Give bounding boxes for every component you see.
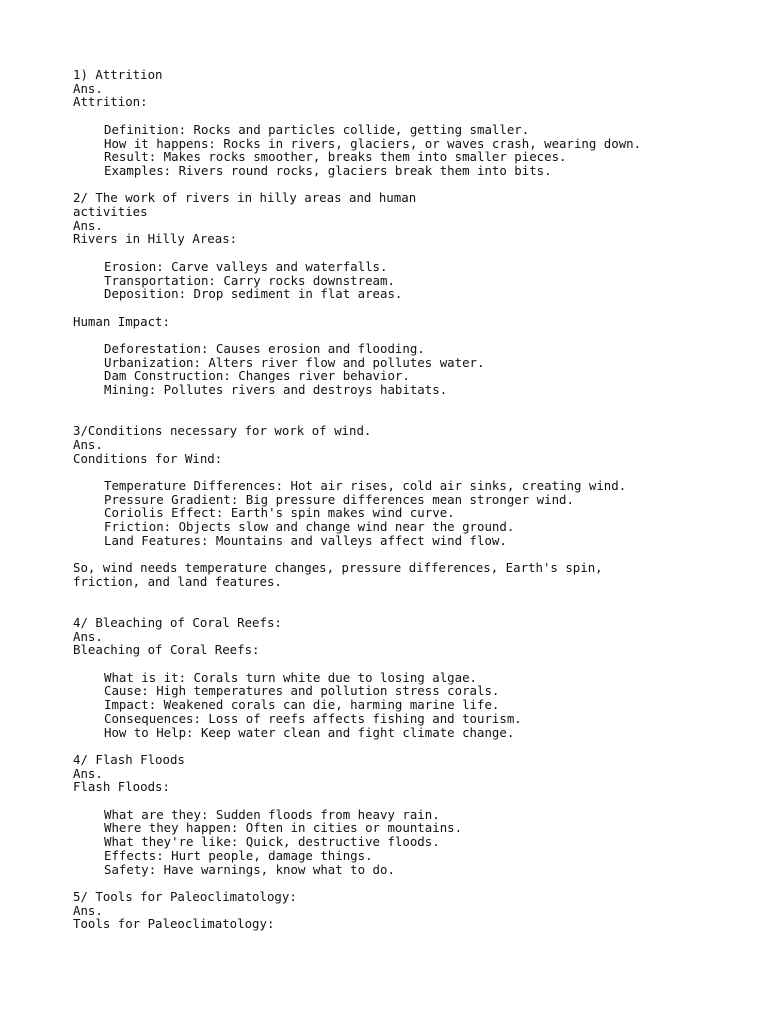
document-page (73, 68, 753, 931)
answer-label: Ans. (73, 436, 103, 452)
summary-text: friction, and land features. (73, 573, 282, 589)
section-heading: activities (73, 204, 148, 219)
list-item: Where they happen: Often in cities or mountains. (104, 820, 463, 836)
list-item: What is it: Corals turn white due to losing algae. (104, 669, 477, 685)
list-item: Cause: High temperatures and pollution stress corals. (104, 683, 500, 699)
block-title: Human Impact: (73, 313, 170, 329)
list-item: Coriolis Effect: Earth's spin makes wind curve. (104, 505, 455, 521)
list-item: Urbanization: Alters river flow and pollutes water. (104, 354, 485, 370)
answer-label: Ans. (73, 80, 103, 96)
block-title: Conditions for Wind: (73, 450, 223, 466)
section-conditions-wind (73, 424, 753, 588)
list-item: Deposition: Drop sediment in flat areas. (104, 286, 403, 302)
list-item: Consequences: Loss of reefs affects fishing and tourism. (104, 710, 522, 726)
section-attrition (73, 68, 753, 178)
block-title: Tools for Paleoclimatology: (73, 916, 275, 932)
section-rivers-hilly-areas (73, 191, 753, 397)
list-item: Result: Makes rocks smoother, breaks them into smaller pieces. (104, 149, 567, 165)
section-coral-bleaching (73, 616, 753, 739)
section-heading: 4/ Flash Floods (73, 751, 185, 767)
section-heading: 1) Attrition (73, 67, 163, 82)
answer-label: Ans. (73, 217, 103, 233)
section-paleoclimatology-tools (73, 890, 753, 931)
list-item: How to Help: Keep water clean and fight climate change. (104, 724, 515, 740)
list-item: Definition: Rocks and particles collide, getting smaller. (104, 121, 530, 137)
list-item: Dam Construction: Changes river behavior. (104, 368, 410, 384)
block-title: Attrition: (73, 94, 148, 110)
list-item: Safety: Have warnings, know what to do. (104, 861, 395, 877)
block-title: Rivers in Hilly Areas: (73, 231, 238, 247)
list-item: Friction: Objects slow and change wind near the ground. (104, 519, 515, 535)
section-heading: 2/ The work of rivers in hilly areas and human (73, 190, 417, 206)
section-heading: 5/ Tools for Paleoclimatology: (73, 888, 297, 904)
list-item: Temperature Differences: Hot air rises, cold air sinks, creating wind. (104, 477, 627, 493)
list-item: Erosion: Carve valleys and waterfalls. (104, 258, 388, 274)
list-item: What they're like: Quick, destructive floods. (104, 834, 440, 850)
section-heading: 3/Conditions necessary for work of wind. (73, 423, 372, 439)
list-item: Deforestation: Causes erosion and flooding. (104, 340, 425, 356)
answer-label: Ans. (73, 628, 103, 644)
section-flash-floods (73, 753, 753, 876)
list-item: Impact: Weakened corals can die, harming marine life. (104, 697, 500, 713)
block-title: Flash Floods: (73, 779, 170, 795)
answer-label: Ans. (73, 902, 103, 918)
block-title: Bleaching of Coral Reefs: (73, 642, 260, 658)
list-item: How it happens: Rocks in rivers, glaciers, or waves crash, wearing down. (104, 135, 642, 151)
list-item: Land Features: Mountains and valleys affect wind flow. (104, 532, 507, 548)
summary-text: So, wind needs temperature changes, pressure differences, Earth's spin, (73, 560, 603, 576)
list-item: Transportation: Carry rocks downstream. (104, 272, 395, 288)
list-item: Effects: Hurt people, damage things. (104, 847, 373, 863)
list-item: What are they: Sudden floods from heavy rain. (104, 806, 440, 822)
list-item: Examples: Rivers round rocks, glaciers break them into bits. (104, 162, 552, 178)
list-item: Mining: Pollutes rivers and destroys habitats. (104, 382, 448, 398)
section-heading: 4/ Bleaching of Coral Reefs: (73, 614, 282, 630)
list-item: Pressure Gradient: Big pressure differences mean stronger wind. (104, 491, 574, 507)
answer-label: Ans. (73, 765, 103, 781)
